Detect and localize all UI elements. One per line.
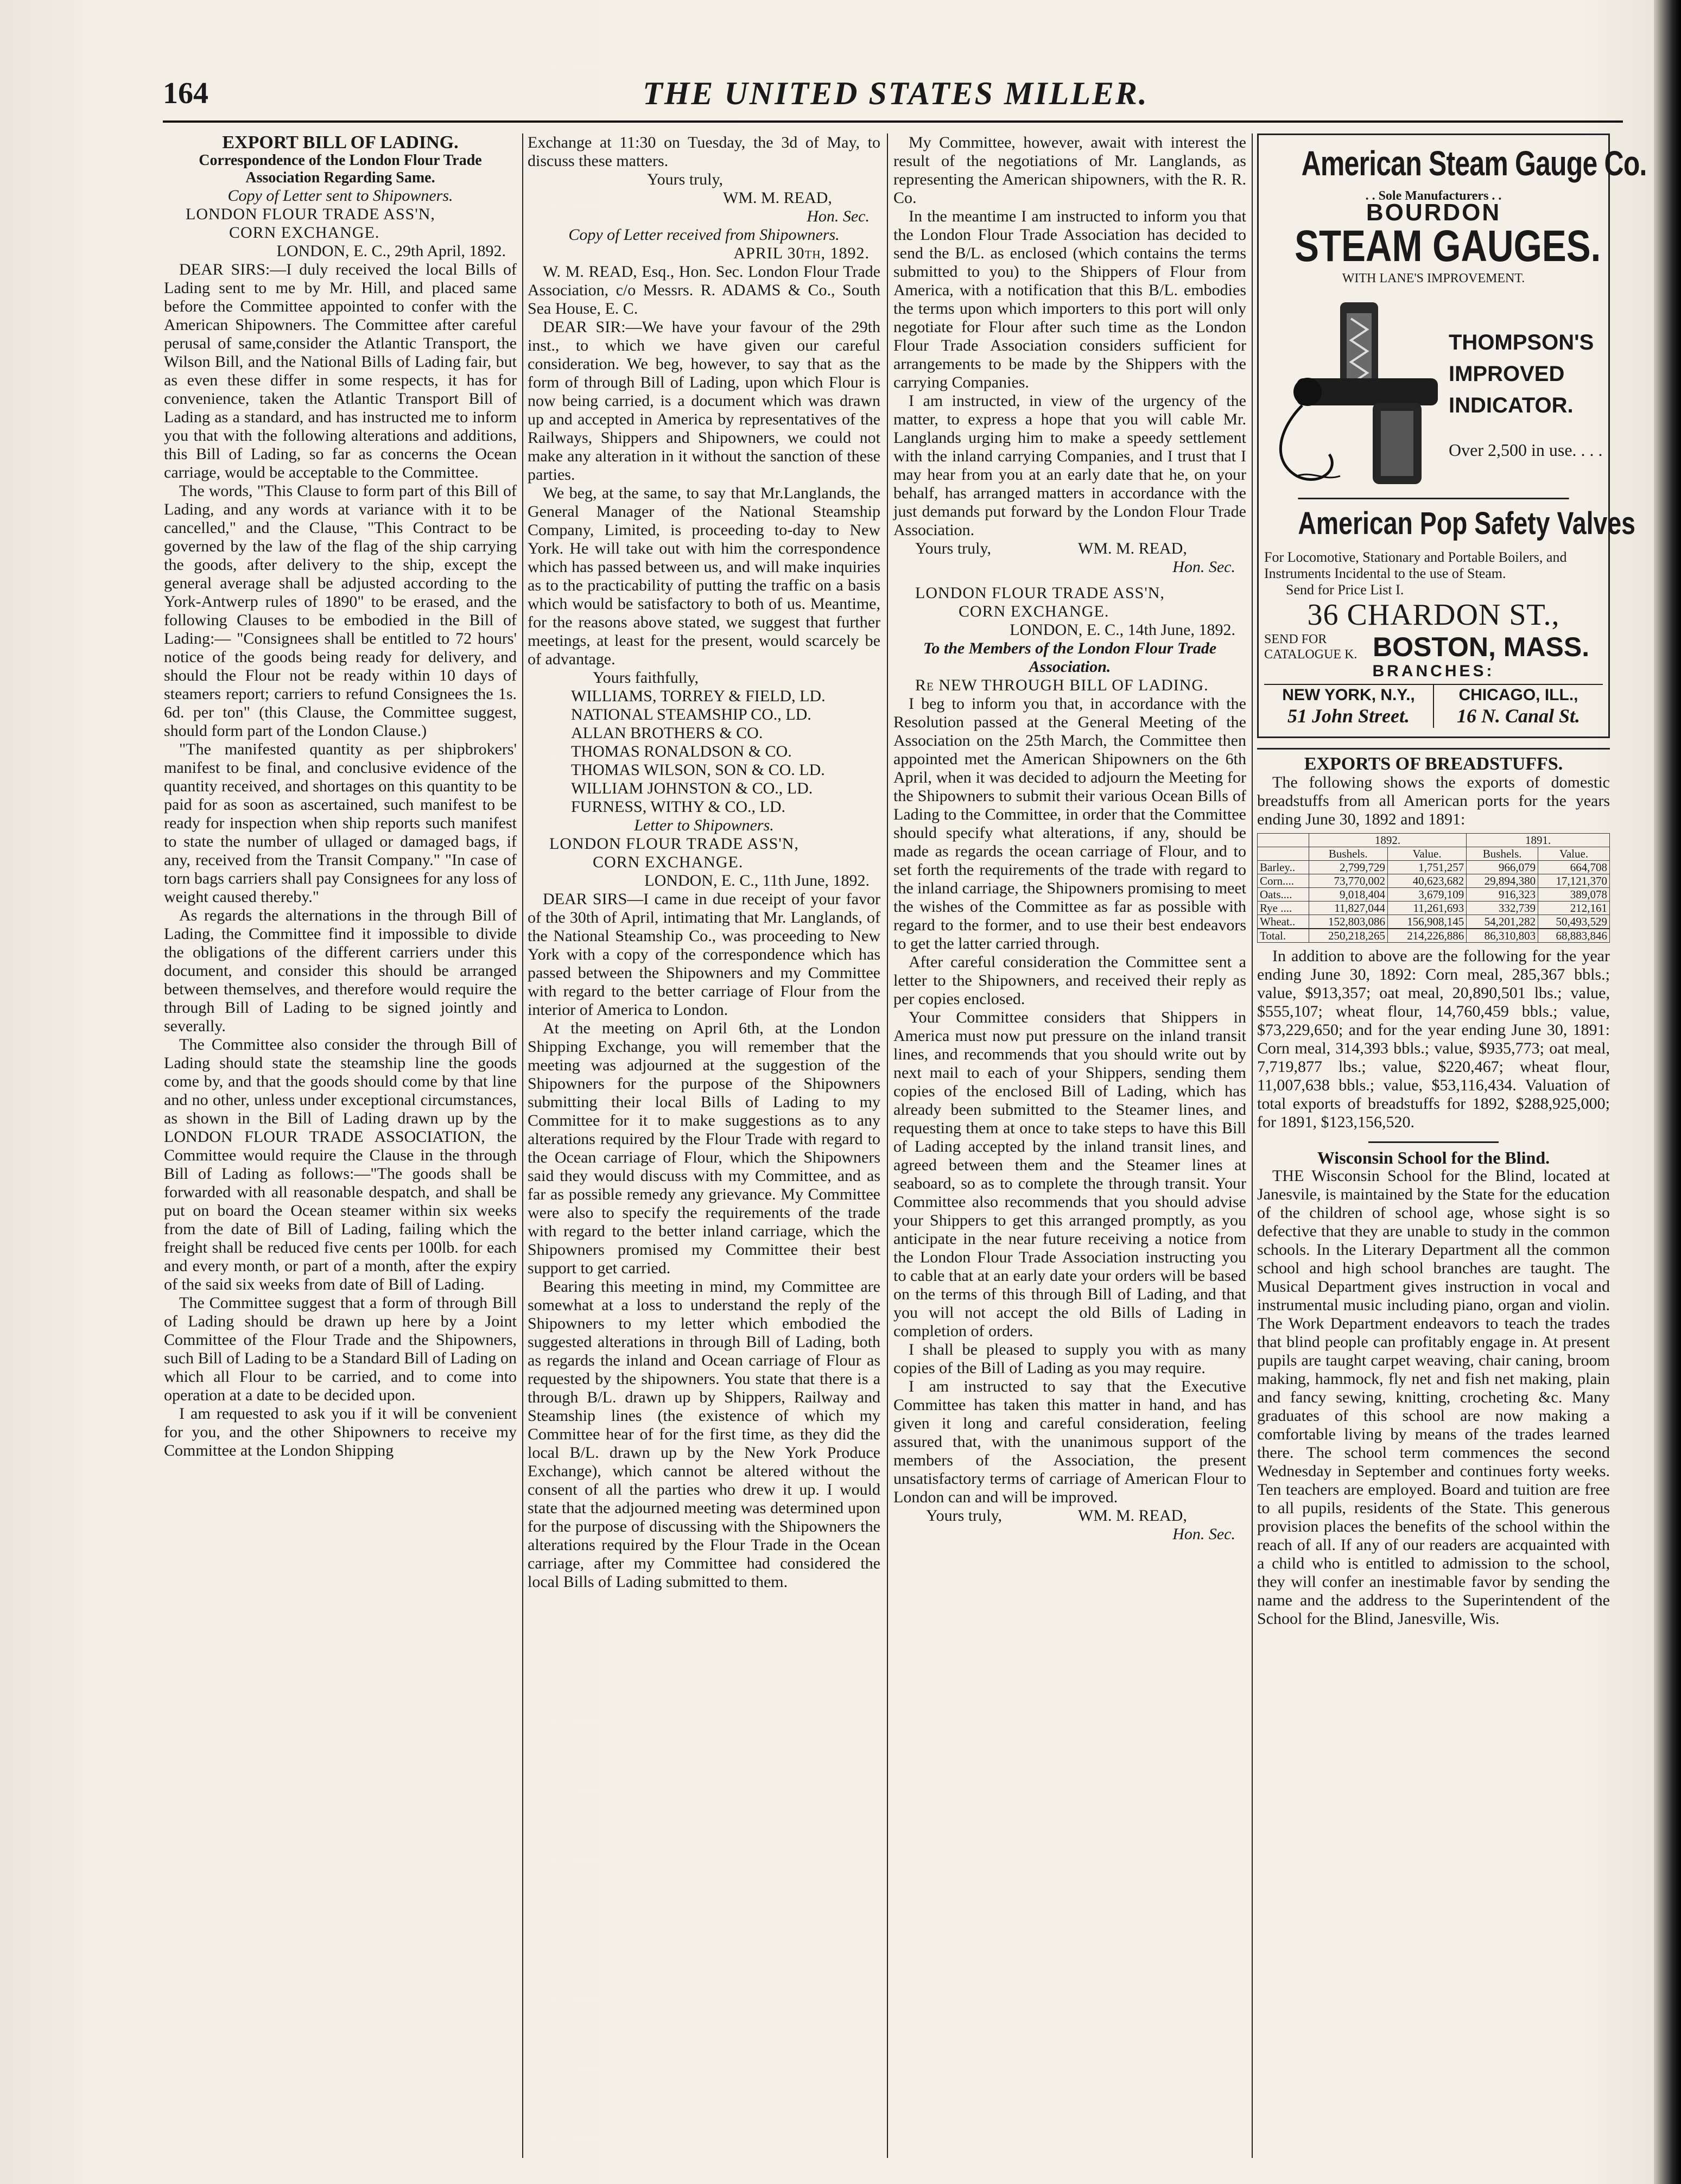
ad-branch-address: 51 John Street. bbox=[1287, 705, 1410, 727]
table-cell: 17,121,370 bbox=[1538, 874, 1610, 888]
letter-note: Copy of Letter sent to Shipowners. bbox=[227, 187, 453, 205]
table-row-label: Total. bbox=[1258, 929, 1309, 943]
table-header-cell: Value. bbox=[1538, 847, 1610, 861]
steam-gauge-advertisement bbox=[1257, 134, 1647, 738]
article-subheadline: Correspondence of the London Flour Trade Association Regarding Same. bbox=[199, 152, 482, 186]
ad-indicator-line: THOMPSON'S bbox=[1449, 331, 1594, 354]
table-total-row bbox=[1258, 929, 1610, 943]
paragraph: I am instructed, in view of the urgency of the matter, to express a hope that you will cable Mr. Langlands urging him to make a speedy settlement with the inland carrying Companies, and I trust that I may hear from you at an early date that he, on your behalf, has arranged matters in accordance with the just demands put forward by the London Flour Trade Association. bbox=[893, 392, 1246, 539]
signatory: WILLIAM JOHNSTON & CO., LD. bbox=[571, 779, 813, 797]
table-cell: 54,201,282 bbox=[1467, 915, 1538, 929]
table-header-row bbox=[1258, 834, 1610, 847]
letter-note: Letter to Shipowners. bbox=[634, 816, 774, 834]
table-cell: 156,908,145 bbox=[1387, 915, 1466, 929]
addressee: To the Members of the London Flour Trade Association. bbox=[923, 639, 1217, 676]
paragraph: Your Committee considers that Shippers in America must now put pressure on the inland transit lines, and recommends that you should write out by next mail to each of your Shippers, sending them copies of the enclosed Bill of Lading, which has already been submitted to the Steamer lines, and requesting them at once to take steps to have this Bill of Lading accepted by the inland transit lines, and agreed between them and the Steamer lines at seaboard, so as to complete the through transit. Your Committee also recommends that you should advise your Shippers to get this arranged promptly, as you anticipate in the near future receiving a notice from the London Flour Trade Association instructing you to cable that at an early date your orders will be based on the terms of this through Bill of Lading, and that you will not accept the old Bills of Lading in completion of orders. bbox=[893, 1008, 1246, 1340]
paragraph: "The manifested quantity as per shipbrokers' manifest to be final, and conclusive evidence of the quantity received, and shortages on this quantity to be paid for as soon as ascertained, such manifest to be ready for inspection when ship reports such manifest to state the number of ullaged or damaged bags, if any, received from the Transit Company." "In case of torn bags carriers shall pay Consignees for any loss of weight caused thereby." bbox=[164, 740, 517, 906]
sender-line: CORN EXCHANGE. bbox=[593, 853, 744, 871]
table-row-label: Oats.... bbox=[1258, 888, 1309, 901]
sender-line: LONDON FLOUR TRADE ASS'N, bbox=[549, 835, 799, 853]
ad-branches-label: BRANCHES: bbox=[1372, 662, 1495, 680]
table-cell: 332,739 bbox=[1467, 901, 1538, 915]
table-cell: 152,803,086 bbox=[1309, 915, 1387, 929]
paragraph: My Committee, however, await with interest the result of the negotiations of Mr. Langlands, as representing the American shipowners, with the R. R. Co. bbox=[893, 134, 1246, 207]
paragraph: As regards the alternations in the through Bill of Lading, the Committee find it impossible to divide the obligations of the different carriers under this document, and consider this should be arranged between themselves, and therefore would require the through Bill of Lading to be signed jointly and severally. bbox=[164, 906, 517, 1035]
table-cell: 389,078 bbox=[1538, 888, 1610, 901]
ad-indicator-text bbox=[1443, 327, 1603, 462]
masthead: THE UNITED STATES MILLER. bbox=[643, 75, 1149, 111]
signature: WM. M. READ, bbox=[1078, 1507, 1187, 1525]
table-row bbox=[1258, 888, 1610, 901]
signature-title: Hon. Sec. bbox=[1172, 1525, 1235, 1543]
exports-followup: In addition to above are the following for the year ending June 30, 1892: Corn meal, 285,367 bbls.; value, $913,357; oat meal, 20,890,501 lbs.; value, $555,107; wheat flour, 14,760,459 bbls.; value, $73,229,650; and for the year ending June 30, 1891: Corn meal, 314,393 bbls.; value, $935,773; oat meal, 7,719,877 lbs.; value, $220,467; wheat flour, 11,007,638 bbls.; value, $53,116,434. Valuation of total exports of breadstuffs for 1892, $288,925,000; for 1891, $123,156,520. bbox=[1257, 947, 1610, 1131]
paragraph: Exchange at 11:30 on Tuesday, the 3d of May, to discuss these matters. bbox=[528, 134, 880, 170]
sender-line: CORN EXCHANGE. bbox=[959, 602, 1109, 620]
table-cell: 1,751,257 bbox=[1387, 861, 1466, 874]
ad-branch-city: NEW YORK, N.Y., bbox=[1282, 686, 1415, 704]
table-cell: 11,261,693 bbox=[1387, 901, 1466, 915]
ad-bourdon: BOURDON bbox=[1366, 199, 1501, 226]
table-cell: 250,218,265 bbox=[1309, 929, 1387, 943]
paragraph: I shall be pleased to supply you with as many copies of the Bill of Lading as you may require. bbox=[893, 1341, 1246, 1377]
ad-company-name: American Steam Gauge Co. bbox=[1301, 144, 1647, 183]
signature-title: Hon. Sec. bbox=[807, 207, 870, 225]
paragraph: DEAR SIRS:—I duly received the local Bills of Lading sent to me by Mr. Hill, and placed same before the Committee appointed to confer with the American Shipowners. The Committee after careful perusal of same,consider the Atlantic Transport, the Wilson Bill, and the National Bills of Lading fair, but as even these differ in some respects, it has for convenience, taken the Atlantic Transport Bill of Lading as a standard, and has instructed me to inform you that with the following alterations and additions, this Bill of Lading, so far as concerns the Ocean carriage, would be acceptable to the Committee. bbox=[164, 261, 517, 481]
paragraph: At the meeting on April 6th, at the London Shipping Exchange, you will remember that the meeting was adjourned at the suggestion of the Shipowners for the purpose of the Shipowners submitting their local Bills of Lading to my Committee for it to make suggestions as to any alterations required by the Flour Trade with regard to the Ocean carriage of Flour, which the Shipowners said they would discuss with my Committee, and as far as possible remedy any grievance. My Committee were also to specify the requirements of the trade with regard to the better inland carriage, which the Shipowners promised my Committee their best support to get carried. bbox=[528, 1019, 880, 1277]
table-cell: 214,226,886 bbox=[1387, 929, 1466, 943]
letter-date: LONDON, E. C., 11th June, 1892. bbox=[644, 872, 870, 890]
column-2 bbox=[528, 134, 880, 2169]
ad-indicator-block bbox=[1264, 297, 1603, 492]
ad-price-list: Send for Price List I. bbox=[1286, 582, 1404, 598]
table-row bbox=[1258, 861, 1610, 874]
table-row-label: Rye .... bbox=[1258, 901, 1309, 915]
table-header-row bbox=[1258, 847, 1610, 861]
table-cell: 40,623,682 bbox=[1387, 874, 1466, 888]
table-cell: 9,018,404 bbox=[1309, 888, 1387, 901]
ad-branches bbox=[1264, 684, 1603, 728]
paragraph: I beg to inform you that, in accordance with the Resolution passed at the General Meeting of the Association on the 25th March, the Committee then appointed met the American Shipowners on the 6th April, when it was decided to adjourn the Meeting for the Shipowners to submit their various Ocean Bills of Lading to the Committee, in order that the Committee should specify what alterations, if any, should be made as regards the ocean carriage of Flour, and to set forth the requirements of the trade with regard to the inland carriage, the Shipowners promising to meet the wishes of the Committee as far as possible with regard to the former, and to use their best endeavors to get the latter carried through. bbox=[893, 695, 1246, 953]
ad-branch-chicago bbox=[1433, 685, 1603, 728]
sender-line: LONDON FLOUR TRADE ASS'N, bbox=[915, 584, 1165, 602]
signature: WM. M. READ, bbox=[1078, 539, 1187, 557]
table-cell: 50,493,529 bbox=[1538, 915, 1610, 929]
paragraph: We beg, at the same, to say that Mr.Langlands, the General Manager of the National Steamship Company, Limited, is proceeding to-day to New York. He will take out with him the correspondence which has passed between us, and will make inquiries as to the practicability of putting the traffic on a basis which would be satisfactory to both of us. Meantime, for the reasons above stated, we suggest that further meetings, at least for the present, would scarcely be of advantage. bbox=[528, 484, 880, 668]
table-cell: 2,799,729 bbox=[1309, 861, 1387, 874]
table-row-label: Corn.... bbox=[1258, 874, 1309, 888]
signatory: ALLAN BROTHERS & CO. bbox=[571, 724, 763, 742]
page-binding-edge bbox=[1654, 0, 1681, 2184]
signatory: WILLIAMS, TORREY & FIELD, LD. bbox=[571, 687, 826, 705]
indicator-illustration-icon bbox=[1264, 297, 1443, 492]
ad-over-in-use: Over 2,500 in use. . . . bbox=[1449, 440, 1603, 460]
column-4 bbox=[1257, 134, 1647, 2169]
paragraph: The Committee suggest that a form of through Bill of Lading should be drawn up here by a Joint Committee of the Flour Trade and the Shipowners, such Bill of Lading to be a Standard Bill of Lading on which all Flour to be carried, and to come into operation at a date to be decided upon. bbox=[164, 1294, 517, 1404]
ad-branch-new-york bbox=[1264, 685, 1433, 728]
table-cell: 664,708 bbox=[1538, 861, 1610, 874]
paragraph: I am instructed to say that the Executive Committee has taken this matter in hand, and has given it long and careful consideration, feeling assured that, with the unanimous support of the members of the Association, the present unsatisfactory terms of carriage of American Flour to London can and will be improved. bbox=[893, 1377, 1246, 1506]
closing: Yours truly, bbox=[647, 170, 724, 188]
letter-note: Copy of Letter received from Shipowners. bbox=[568, 226, 840, 244]
ad-branch-city: CHICAGO, ILL., bbox=[1458, 686, 1578, 704]
table-header-cell bbox=[1258, 834, 1309, 847]
signatory: THOMAS RONALDSON & CO. bbox=[571, 742, 792, 760]
table-cell: 11,827,044 bbox=[1309, 901, 1387, 915]
ad-city: BOSTON, MASS. bbox=[1373, 632, 1590, 662]
signature-title: Hon. Sec. bbox=[1172, 558, 1235, 576]
ad-product: STEAM GAUGES. bbox=[1295, 221, 1601, 271]
ad-usage: For Locomotive, Stationary and Portable Boilers, and Instruments Incidental to the use of Steam. bbox=[1264, 549, 1567, 581]
column-rule bbox=[1252, 134, 1253, 2158]
ad-sole-manufacturers: . . Sole Manufacturers . . bbox=[1365, 189, 1502, 203]
signatory: NATIONAL STEAMSHIP CO., LD. bbox=[571, 706, 811, 723]
table-row bbox=[1258, 915, 1610, 929]
ad-improvement: WITH LANE'S IMPROVEMENT. bbox=[1342, 271, 1525, 285]
table-cell: 3,679,109 bbox=[1387, 888, 1466, 901]
section-rule bbox=[1368, 1141, 1499, 1143]
table-header-cell: 1892. bbox=[1309, 834, 1467, 847]
ad-catalogue-row bbox=[1264, 632, 1603, 662]
paragraph: DEAR SIR:—We have your favour of the 29th inst., to which we have given our careful consideration. We beg, however, to say that as the form of through Bill of Lading, upon which Flour is now being carried, is a document which was drawn up and accepted in America by representatives of the Railways, Shippers and Shipowners, we could not make any alteration in it without the sanction of these parties. bbox=[528, 318, 880, 484]
column-1 bbox=[164, 134, 517, 2169]
paragraph: The words, "This Clause to form part of this Bill of Lading, and any words at variance with it to be cancelled," and the Clause, "This Contract to be governed by the law of the flag of the ship carrying the goods, after delivery to the ship, except the general average shall be adjusted according to the York-Antwerp rules of 1890" to be erased, and the following Clauses to be embodied in the Bill of Lading:— "Consignees shall be entitled to 72 hours' notice of the goods being ready for delivery, and should the Flour not be ready within 10 days of steamers report; carriers to refund Consignees the 1s. 6d. per ton" (this Clause, the Committee suggest, should form part of the London Clause.) bbox=[164, 482, 517, 740]
paragraph: The Committee also consider the through Bill of Lading should state the steamship line the goods come by, and that the goods should come by that line and no other, unless under exceptional circumstances, as shown in the Bill of Lading drawn up by the LONDON FLOUR TRADE ASSOCIATION, the Committee would require the Clause in the through Bill of Lading as follows:—"The goods shall be forwarded with all reasonable despatch, and shall be put on board the Ocean steamer within six weeks from the date of Bill of Lading, failing which the freight shall be reduced five cents per 100lb. for each and every month, or part of a month, after the expiry of the said six weeks from date of Bill of Lading. bbox=[164, 1036, 517, 1293]
table-cell: 68,883,846 bbox=[1538, 929, 1610, 943]
letter-date: LONDON, E. C., 14th June, 1892. bbox=[1010, 621, 1235, 639]
exports-headline: EXPORTS OF BREADSTUFFS. bbox=[1304, 754, 1563, 774]
closing: Yours faithfully, bbox=[593, 669, 699, 687]
letter-date: LONDON, E. C., 29th April, 1892. bbox=[276, 242, 506, 260]
paragraph: DEAR SIRS—I came in due receipt of your favor of the 30th of April, intimating that Mr. Langlands, of the National Steamship Co., was proceeding to New York with a copy of the correspondence which has passed between the Shipowners and my Committee with regard to the better carriage of Flour from the interior of America to London. bbox=[528, 890, 880, 1019]
ad-address: 36 CHARDON ST., bbox=[1307, 598, 1560, 632]
column-rule bbox=[887, 134, 888, 2158]
ad-catalogue: SEND FOR CATALOGUE K. bbox=[1264, 632, 1358, 662]
signatory: THOMAS WILSON, SON & CO. LD. bbox=[571, 761, 825, 779]
sender-line: LONDON FLOUR TRADE ASS'N, bbox=[186, 205, 435, 223]
signature: WM. M. READ, bbox=[723, 189, 832, 207]
signatory: FURNESS, WITHY & CO., LD. bbox=[571, 798, 786, 816]
school-body: THE Wisconsin School for the Blind, located at Janesvile, is maintained by the State for the education of the children of school age, whose sight is so defective that they are unable to study in the common schools. In the Literary Department all the common school and high school branches are taught. The Musical Department gives instruction in vocal and instrumental music including piano, organ and violin. The Work Department endeavors to teach the trades that blind people can profitably engage in. At present pupils are taught carpet weaving, chair caning, broom making, hammock, fly net and fish net making, plain and fancy sewing, knitting, crocheting &c. Many graduates of this school are now making a comfortable living by means of the trades learned there. The school term commences the second Wednesday in September and continues forty weeks. Ten teachers are employed. Board and tuition are free to all pupils, residents of the State. This generous provision places the benefits of the school within the reach of all. If any of our readers are acquainted with a child who is entitled to admission to the school, they will confer an inestimable favor by sending the name and the address to the Superintendent of the School for the Blind, Janesville, Wis. bbox=[1257, 1167, 1610, 1628]
table-cell: 966,079 bbox=[1467, 861, 1538, 874]
table-row bbox=[1258, 901, 1610, 915]
ad-indicator-line: INDICATOR. bbox=[1449, 393, 1574, 417]
exports-table bbox=[1257, 833, 1610, 943]
article-headline: EXPORT BILL OF LADING. bbox=[222, 132, 459, 153]
paragraph: W. M. READ, Esq., Hon. Sec. London Flour Trade Association, c/o Messrs. R. ADAMS & Co., South Sea House, E. C. bbox=[528, 263, 880, 318]
table-cell: 73,770,002 bbox=[1309, 874, 1387, 888]
closing: Yours truly, bbox=[926, 1507, 1003, 1525]
exports-intro: The following shows the exports of domestic breadstuffs from all American ports for the years ending June 30, 1892 and 1891: bbox=[1257, 773, 1610, 828]
paragraph: Bearing this meeting in mind, my Committee are somewhat at a loss to understand the reply of the Shipowners to my letter which embodied the suggested alterations in through Bill of Lading, both as regards the inland and Ocean carriage of Flour as requested by the shipowners. You state that there is a through B/L. drawn up by Shippers, Railway and Steamship lines (the existence of which my Committee hear of for the first time, as they did the local B/L. drawn up by the New York Produce Exchange), which cannot be altered without the consent of all the parties who drew it up. I would state that the adjourned meeting was determined upon for the purpose of discussing with the Shipowners the alterations required by the Flour Trade in the Ocean carriage, after my Committee had considered the local Bills of Lading submitted to them. bbox=[528, 1278, 880, 1591]
table-cell: 29,894,380 bbox=[1467, 874, 1538, 888]
header-rule bbox=[163, 120, 1623, 123]
paragraph: After careful consideration the Committee sent a letter to the Shipowners, and received their reply as per copies enclosed. bbox=[893, 953, 1246, 1008]
letter-date: APRIL 30th, 1892. bbox=[733, 244, 870, 262]
table-cell: 212,161 bbox=[1538, 901, 1610, 915]
paragraph: In the meantime I am instructed to inform you that the London Flour Trade Association has decided to send the B/L. as enclosed (which contains the terms submitted to you) to the Shippers of Flour from America, with a notification that this B/L. embodies the terms upon which importers to this port will only negotiate for Flour after such time as the London Flour Trade Association considers sufficient for arrangements to be made by the Shippers with the carrying Companies. bbox=[893, 207, 1246, 391]
table-header-cell: Value. bbox=[1387, 847, 1466, 861]
ad-valves: American Pop Safety Valves bbox=[1298, 498, 1569, 542]
section-rule bbox=[1257, 748, 1610, 750]
table-row bbox=[1258, 874, 1610, 888]
ad-indicator-line: IMPROVED bbox=[1449, 362, 1565, 386]
school-headline: Wisconsin School for the Blind. bbox=[1317, 1148, 1550, 1167]
ad-branch-address: 16 N. Canal St. bbox=[1456, 705, 1581, 727]
table-row-label: Wheat.. bbox=[1258, 915, 1309, 929]
table-cell: 86,310,803 bbox=[1467, 929, 1538, 943]
table-header-cell: Bushels. bbox=[1309, 847, 1387, 861]
column-rule bbox=[522, 134, 523, 2158]
table-row-label: Barley.. bbox=[1258, 861, 1309, 874]
table-cell: 916,323 bbox=[1467, 888, 1538, 901]
paragraph: I am requested to ask you if it will be convenient for you, and the other Shipowners to receive my Committee at the London Shipping bbox=[164, 1405, 517, 1459]
page-number: 164 bbox=[163, 77, 208, 110]
re-line: Re NEW THROUGH BILL OF LADING. bbox=[915, 676, 1209, 694]
closing: Yours truly, bbox=[915, 539, 992, 557]
column-3 bbox=[893, 134, 1246, 2169]
table-header-cell: Bushels. bbox=[1467, 847, 1538, 861]
table-header-cell: 1891. bbox=[1467, 834, 1610, 847]
table-header-cell bbox=[1258, 847, 1309, 861]
sender-line: CORN EXCHANGE. bbox=[229, 224, 380, 242]
